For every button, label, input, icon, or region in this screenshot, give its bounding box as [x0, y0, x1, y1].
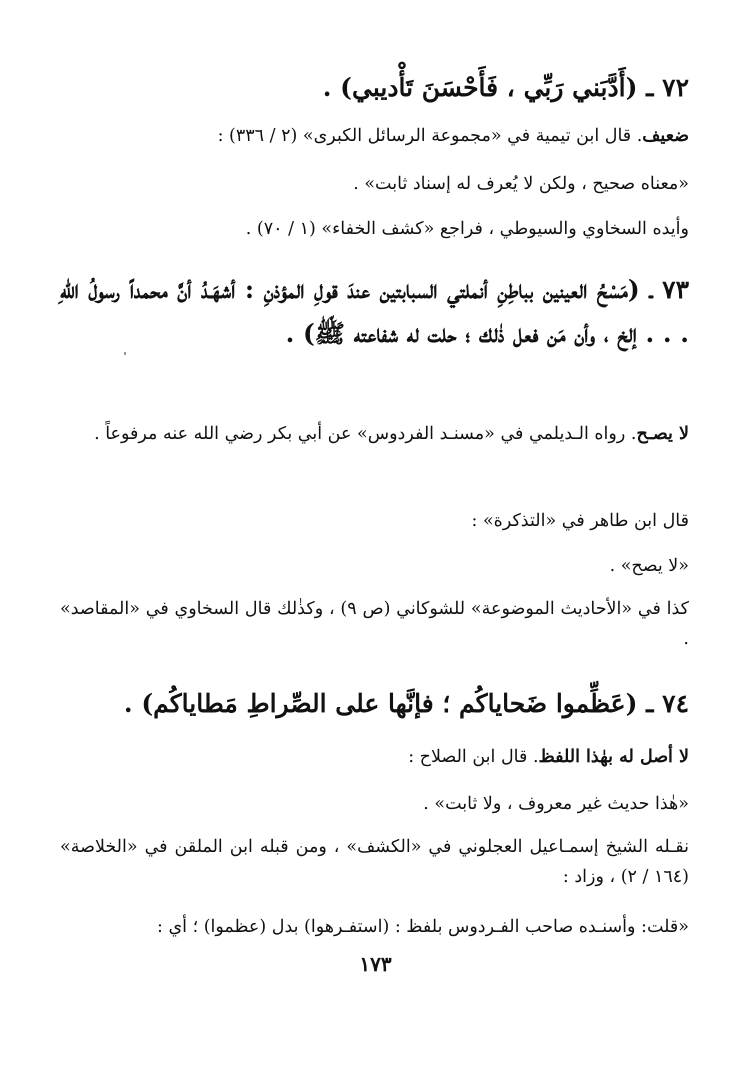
entry-74-addition: «قلت: وأسنـده صاحب الفـردوس بلفظ : (استفـرهوا) بدل (عظموا) ؛ أي : — [156, 917, 689, 937]
entry-74-ruling-label: لا أصل له بهٰذا اللفظ — [538, 747, 689, 767]
scan-speck — [124, 352, 126, 355]
entry-73-ruling — [60, 419, 689, 449]
entry-73-reference: كذا في «الأحاديث الموضوعة» للشوكاني (ص ٩) ، وكذٰلك قال السخاوي في «المقاصد» . — [60, 599, 689, 649]
entry-74-quote: «هٰذا حديث غير معروف ، ولا ثابت» . — [423, 794, 689, 814]
entry-74-heading: ٧٤ ـ (عَظِّموا ضَحاياكُم ؛ فإنَّها على الصِّراطِ مَطاياكُم) . — [123, 689, 689, 718]
entry-74-ruling-text: . قال ابن الصلاح : — [408, 747, 539, 767]
entry-72-heading: ٧٢ ـ (أَدَّبَني رَبِّي ، فَأَحْسَنَ تَأْديبي) . — [322, 73, 689, 102]
entry-72-ruling — [60, 121, 689, 151]
entry-74-transmission: نقـله الشيخ إسمـاعيل العجلوني في «الكشف» ، ومن قبله ابن الملقن في «الخلاصة» (١٦٤ / ٢) ، وزاد : — [60, 837, 689, 887]
page-number: ١٧٣ — [359, 952, 392, 976]
entry-73-ruling-label: لا يصـح — [636, 424, 689, 444]
entry-72-ruling-label: ضعيف — [642, 126, 689, 146]
entry-73-citation: قال ابن طاهر في «التذكرة» : — [471, 511, 689, 531]
entry-72-ruling-text: . قال ابن تيمية في «مجموعة الرسائل الكبرى» (٢ / ٣٣٦) : — [217, 126, 643, 146]
entry-74-ruling — [60, 742, 689, 772]
entry-73-quote: «لا يصح» . — [609, 556, 689, 576]
entry-72-quote: «معناه صحيح ، ولكن لا يُعرف له إسناد ثابت» . — [353, 174, 689, 194]
entry-73-ruling-text: . رواه الـديلمي في «مسنـد الفردوس» عن أبي بكر رضي الله عنه مرفوعاً . — [94, 424, 637, 444]
entry-73-heading: ٧٣ ـ (مَسْحُ العينين بباطِنِ أنملتي السبابتين عندَ قولِ المؤذنِ : أشهَـدُ أنَّ محمداً رسولُ اللهِ . . . إلخ ، وأن مَن فعل ذٰلك ؛ حلت له شفاعته ﷺ) . — [60, 275, 690, 348]
entry-72-reference: وأيده السخاوي والسيوطي ، فراجع «كشف الخفاء» (١ / ٧٠) . — [245, 219, 689, 239]
